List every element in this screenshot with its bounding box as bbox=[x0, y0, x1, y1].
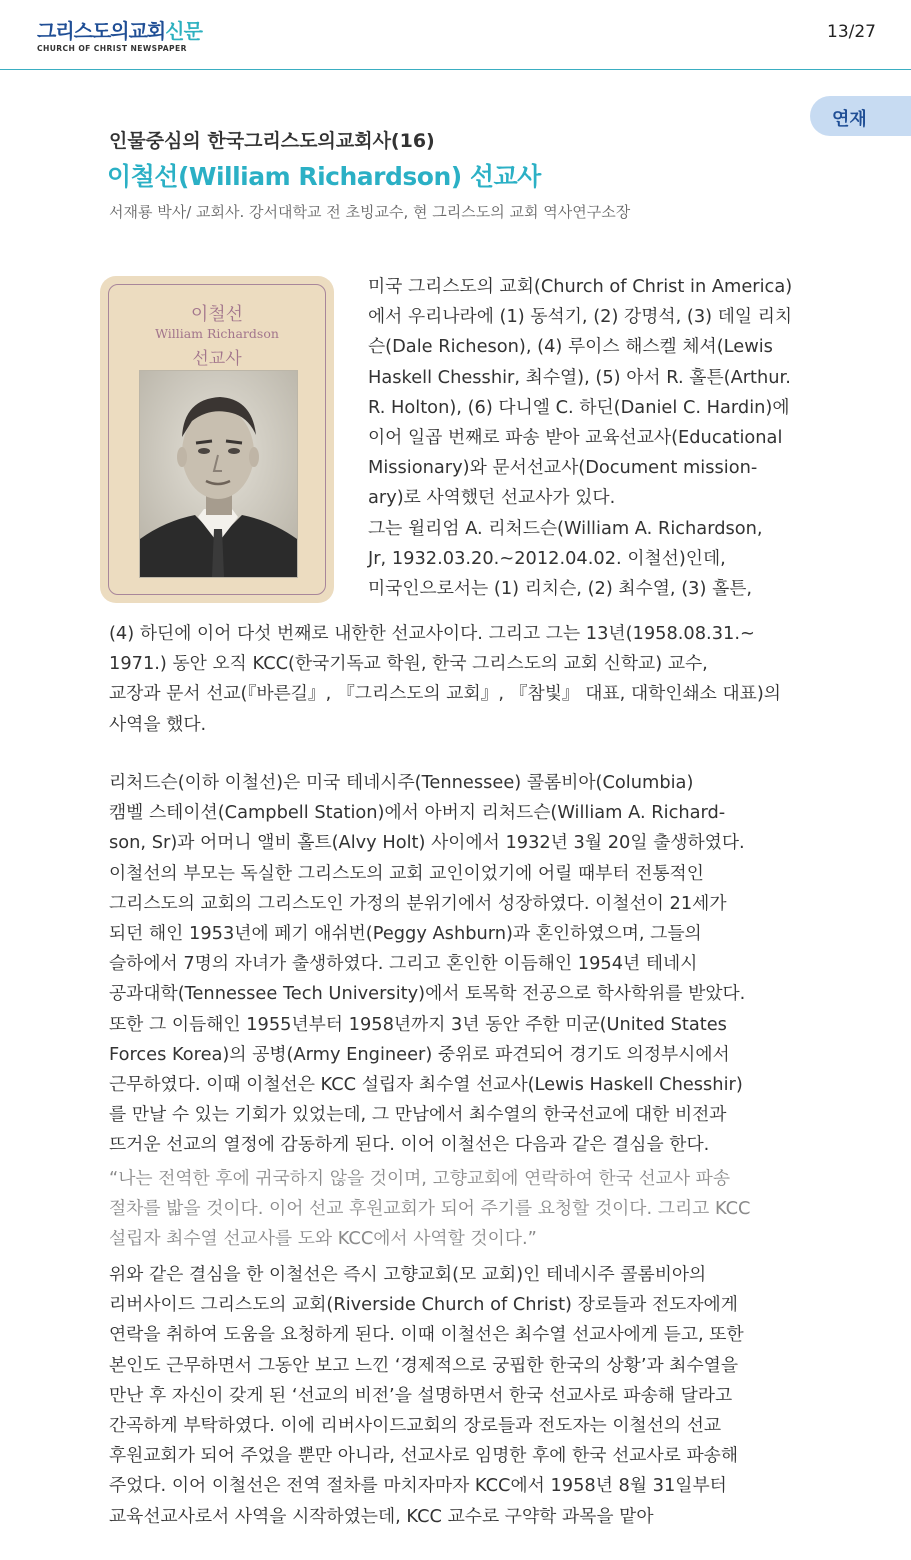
portrait-frame bbox=[100, 276, 334, 603]
text-line: 본인도 근무하면서 그동안 보고 느낀 ‘경제적으로 궁핍한 한국의 상황’과 최수열을 bbox=[109, 1354, 739, 1376]
text-line: 되던 해인 1953년에 페기 애쉬번(Peggy Ashburn)과 혼인하였으며, 그들의 bbox=[109, 923, 702, 945]
section-tag-label: 연재 bbox=[832, 109, 867, 130]
text-line: Forces Korea)의 공병(Army Engineer) 중위로 파견되어 경기도 의정부시에서 bbox=[109, 1043, 730, 1065]
text-line: 위와 같은 결심을 한 이철선은 즉시 고향교회(모 교회)인 테네시주 콜롬비아의 bbox=[109, 1264, 707, 1285]
text-line: 를 만날 수 있는 기회가 있었는데, 그 만남에서 최수열의 한국선교에 대한 비전과 bbox=[109, 1104, 727, 1126]
text-line: 주었다. 이어 이철선은 전역 절차를 마치자마자 KCC에서 1958년 8월 31일부터 bbox=[109, 1475, 727, 1497]
article-title: 이철선(William Richardson) 선교사 bbox=[107, 162, 541, 191]
text-line: 교육선교사로서 사역을 시작하였는데, KCC 교수로 구약학 과목을 맡아 bbox=[109, 1505, 654, 1527]
logo-subtitle: CHURCH OF CHRIST NEWSPAPER bbox=[37, 44, 187, 53]
newspaper-logo[interactable] bbox=[37, 20, 202, 42]
text-line: Jr, 1932.03.20.~2012.04.02. 이철선)인데, bbox=[368, 547, 726, 569]
text-line: (4) 하딘에 이어 다섯 번째로 내한한 선교사이다. 그리고 그는 13년(1958.08.31.~ bbox=[109, 623, 755, 644]
text-line: 뜨거운 선교의 열정에 감동하게 된다. 이어 이철선은 다음과 같은 결심을 한다. bbox=[109, 1134, 710, 1156]
author-byline: 서재룡 박사/ 교회사. 강서대학교 전 초빙교수, 현 그리스도의 교회 역사연구소장 bbox=[109, 203, 631, 221]
biography-paragraph bbox=[109, 768, 809, 1161]
text-line: 또한 그 이듬해인 1955년부터 1958년까지 3년 동안 주한 미군(United States bbox=[109, 1013, 727, 1035]
text-line: R. Holton), (6) 다니엘 C. 하딘(Daniel C. Hardin)에 bbox=[368, 396, 790, 418]
logo-main-text: 그리스도의교회 bbox=[37, 19, 166, 43]
page-header bbox=[0, 0, 911, 70]
portrait-photo bbox=[139, 370, 298, 578]
photo-caption-english-name: William Richardson bbox=[155, 326, 279, 341]
page-number: 13/27 bbox=[827, 22, 876, 42]
intro-paragraph bbox=[368, 272, 818, 604]
text-line: 1971.) 동안 오직 KCC(한국기독교 학원, 한국 그리스도의 교회 신학교) 교수, bbox=[109, 653, 708, 675]
intro-continuation-paragraph bbox=[109, 619, 809, 740]
text-line: 간곡하게 부탁하였다. 이에 리버사이드교회의 장로들과 전도자는 이철선의 선교 bbox=[109, 1415, 722, 1437]
text-line: 그는 윌리엄 A. 리처드슨(William A. Richardson, bbox=[368, 517, 763, 539]
text-line: 공과대학(Tennessee Tech University)에서 토목학 전공으로 학사학위를 받았다. bbox=[109, 983, 746, 1005]
resolution-quote bbox=[109, 1164, 809, 1255]
text-line: 슬하에서 7명의 자녀가 출생하였다. 그리고 혼인한 이듬해인 1954년 테네시 bbox=[109, 953, 698, 975]
text-line: 슨(Dale Richeson), (4) 루이스 해스켈 체셔(Lewis bbox=[368, 336, 773, 358]
text-line: 그리스도의 교회의 그리스도인 가정의 분위기에서 성장하였다. 이철선이 21세가 bbox=[109, 892, 727, 914]
text-line: 교장과 문서 선교(『바른길』, 『그리스도의 교회』, 『참빛』 대표, 대학인쇄소 대표)의 bbox=[109, 683, 781, 705]
text-line: 에서 우리나라에 (1) 동석기, (2) 강명석, (3) 데일 리치 bbox=[368, 306, 793, 328]
text-line: 리처드슨(이하 이철선)은 미국 테네시주(Tennessee) 콜롬비아(Columbia) bbox=[109, 772, 694, 793]
quote-line: “나는 전역한 후에 귀국하지 않을 것이며, 고향교회에 연락하여 한국 선교사 파송 bbox=[109, 1168, 731, 1189]
text-line: 연락을 취하여 도움을 요청하게 된다. 이때 이철선은 최수열 선교사에게 듣고, 또한 bbox=[109, 1324, 744, 1346]
photo-caption-korean-name: 이철선 bbox=[190, 304, 244, 325]
text-line: 이철선의 부모는 독실한 그리스도의 교회 교인이었기에 어릴 때부터 전통적인 bbox=[109, 862, 704, 884]
section-tag bbox=[810, 96, 911, 136]
logo-highlight-text: 신문 bbox=[165, 19, 202, 43]
text-line: 후원교회가 되어 주었을 뿐만 아니라, 선교사로 임명한 후에 한국 선교사로 파송해 bbox=[109, 1445, 739, 1467]
text-line: 이어 일곱 번째로 파송 받아 교육선교사(Educational bbox=[368, 427, 783, 449]
text-line: 사역을 했다. bbox=[109, 713, 207, 735]
text-line: 근무하였다. 이때 이철선은 KCC 설립자 최수열 선교사(Lewis Haskell Chesshir) bbox=[109, 1074, 743, 1096]
photo-caption-role: 선교사 bbox=[192, 349, 242, 369]
text-line: ary)로 사역했던 선교사가 있다. bbox=[368, 487, 616, 509]
text-line: Haskell Chesshir, 최수열), (5) 아서 R. 홀튼(Arthur. bbox=[368, 366, 791, 388]
text-line: 미국인으로서는 (1) 리치슨, (2) 최수열, (3) 홀튼, bbox=[368, 578, 753, 600]
text-line: 미국 그리스도의 교회(Church of Christ in America) bbox=[368, 276, 793, 297]
text-line: 캠벨 스테이션(Campbell Station)에서 아버지 리처드슨(William A. Richard- bbox=[109, 802, 726, 824]
text-line: son, Sr)과 어머니 앨비 홀트(Alvy Holt) 사이에서 1932년 3월 20일 출생하였다. bbox=[109, 832, 745, 854]
text-line: Missionary)와 문서선교사(Document mission- bbox=[368, 457, 758, 479]
quote-line: 설립자 최수열 선교사를 도와 KCC에서 사역할 것이다.” bbox=[109, 1228, 537, 1250]
text-line: 만난 후 자신이 갖게 된 ‘선교의 비전’을 설명하면서 한국 선교사로 파송해 달라고 bbox=[109, 1384, 733, 1406]
mission-paragraph bbox=[109, 1260, 809, 1532]
portrait-illustration bbox=[140, 371, 297, 577]
quote-line: 절차를 밟을 것이다. 이어 선교 후원교회가 되어 주기를 요청할 것이다. 그리고 KCC bbox=[109, 1198, 751, 1220]
text-line: 리버사이드 그리스도의 교회(Riverside Church of Christ) 장로들과 전도자에게 bbox=[109, 1294, 738, 1316]
series-heading: 인물중심의 한국그리스도의교회사(16) bbox=[109, 130, 435, 152]
